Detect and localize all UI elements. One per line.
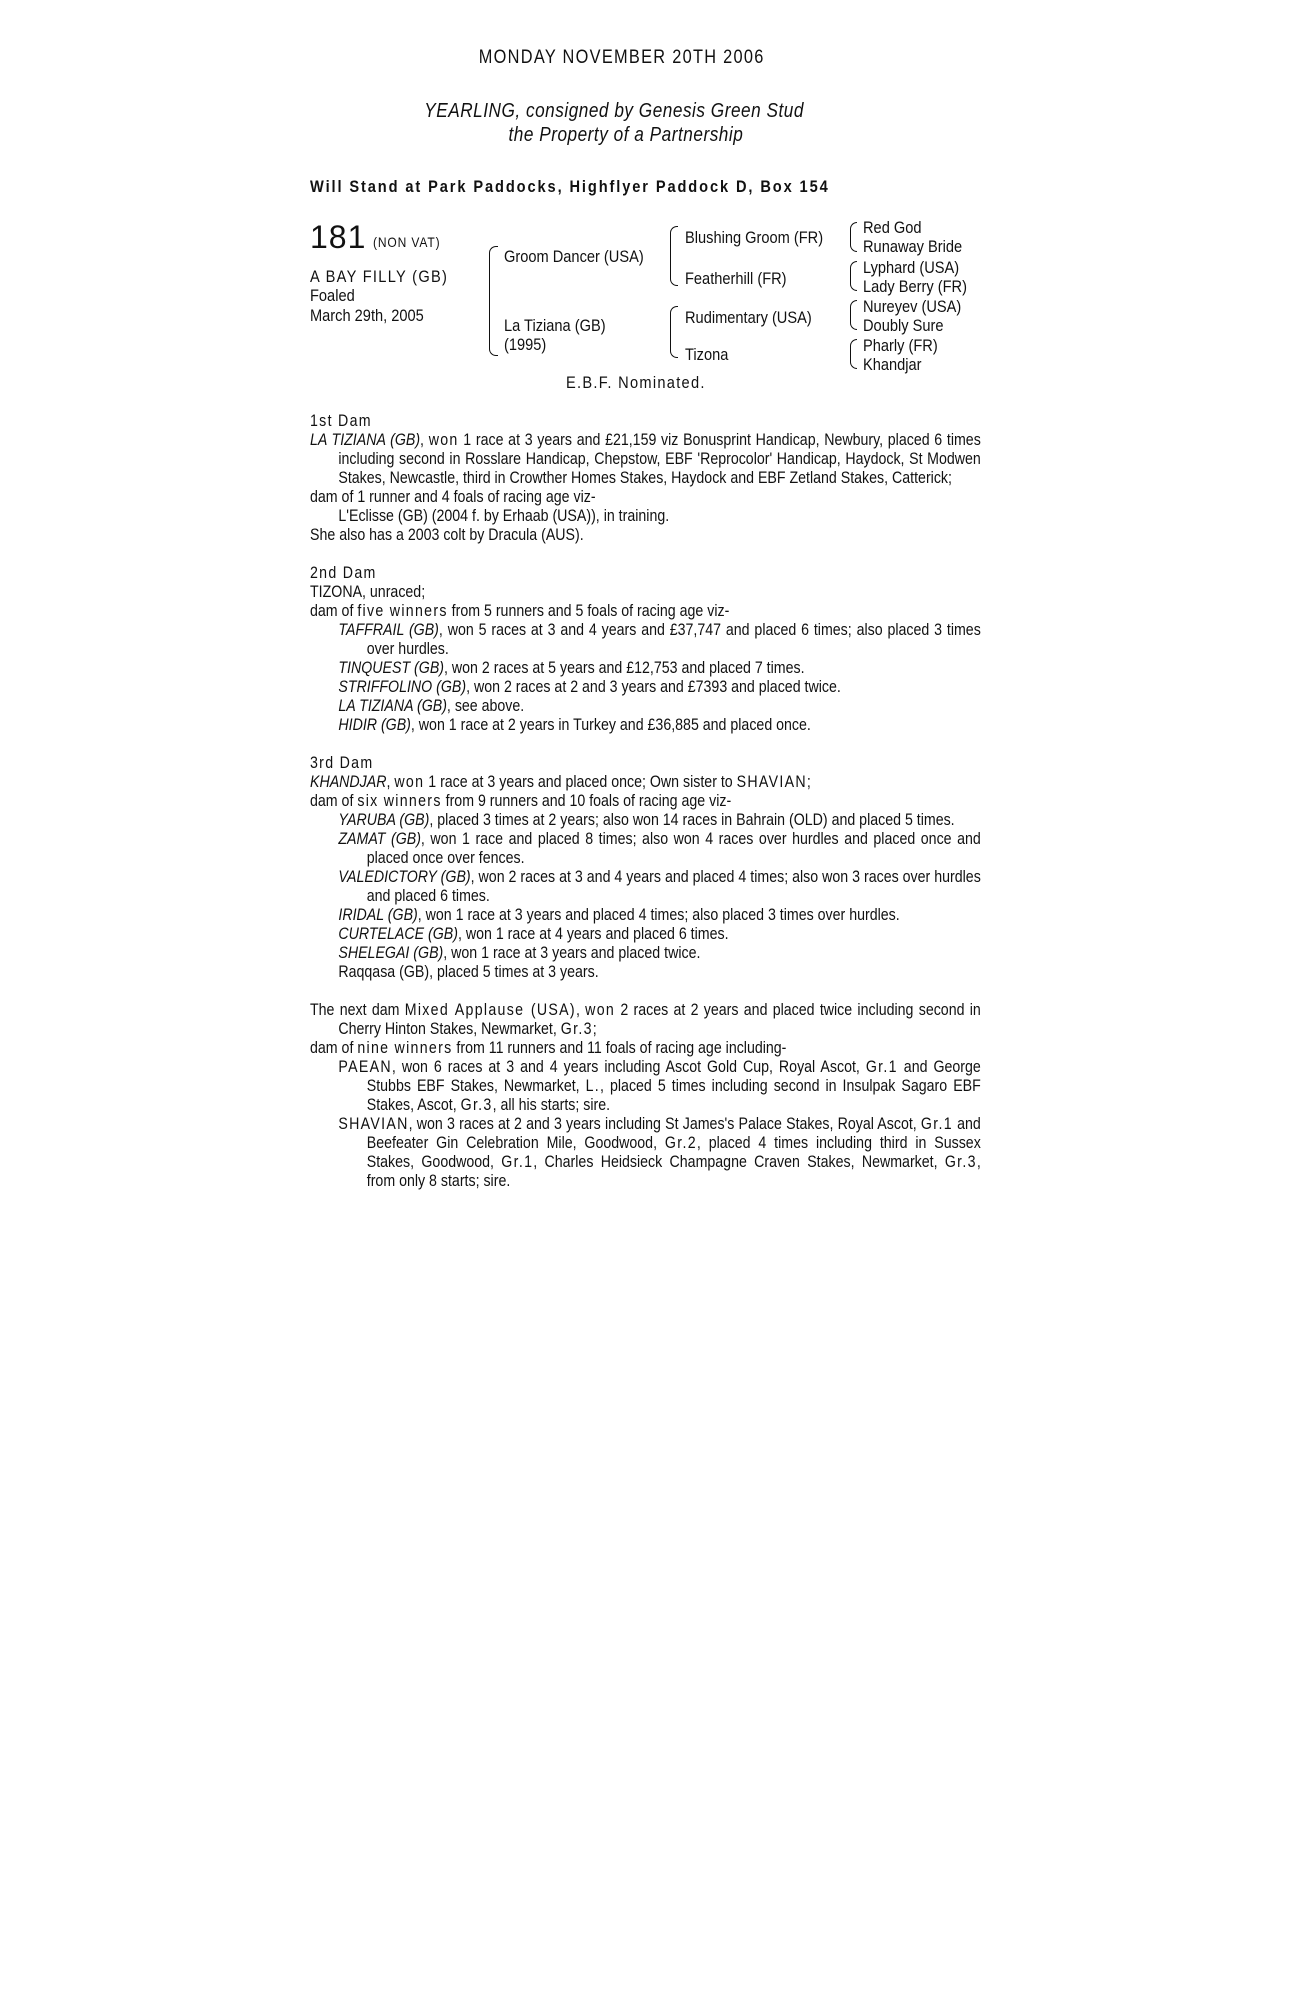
progeny-name: IRIDAL (GB) (338, 906, 418, 924)
next-dam-progeny-intro (310, 1039, 981, 1058)
progeny-record: , won 2 races at 3 and 4 years and placed 4 times; also won 3 races over hurdles and placed 6 times. (366, 868, 981, 905)
list-item (310, 678, 981, 697)
second-dam-progeny-list (310, 621, 981, 735)
list-item (310, 659, 981, 678)
progeny-name: TINQUEST (GB) (338, 659, 445, 677)
first-dam-record (310, 431, 981, 488)
progeny-record: , placed 3 times at 2 years; also won 14 races in Bahrain (OLD) and placed 5 times. (429, 811, 955, 829)
stand-location: Will Stand at Park Paddocks, Highflyer Paddock D, Box 154 (310, 177, 830, 196)
list-item (310, 944, 981, 963)
third-dam-won: won (394, 773, 425, 791)
first-dam-progeny-intro: dam of 1 runner and 4 foals of racing age viz- (310, 488, 596, 506)
next-dam-name: Mixed Applause (USA) (404, 1001, 576, 1019)
pedigree-g7: Pharly (FR) (863, 336, 938, 355)
next-dam-comma: , (575, 1001, 586, 1019)
progeny-record: , won 2 races at 2 and 3 years and £7393 and placed twice. (466, 678, 841, 696)
progeny-name: PAEAN (338, 1058, 392, 1076)
progeny-record: , placed 4 times including third in Sussex Stakes, Goodwood, (366, 1134, 981, 1171)
first-dam-name: LA TIZIANA (GB) (310, 431, 421, 449)
second-dam-heading: 2nd Dam (310, 564, 377, 582)
progeny-name: YARUBA (GB) (338, 811, 430, 829)
pedigree-brace-main (489, 246, 498, 356)
pedigree-g1: Red God (863, 218, 922, 237)
list-item (310, 830, 981, 868)
progeny-record: , won 6 races at 3 and 4 years including Ascot Gold Cup, Royal Ascot, (391, 1058, 866, 1076)
vat-status: (NON VAT) (373, 234, 441, 250)
progeny-name: TAFFRAIL (GB) (338, 621, 439, 639)
grade-label: Gr.1 (920, 1115, 953, 1133)
pedigree-sire-dam: Featherhill (FR) (685, 269, 787, 288)
grade-label: Gr.2 (664, 1134, 697, 1152)
pedigree-dam-sire: Rudimentary (USA) (685, 308, 812, 327)
progeny-record: , won 2 races at 5 years and £12,753 and placed 7 times. (444, 659, 805, 677)
pedigree-dam-year: (1995) (504, 335, 547, 354)
progeny-name: HIDIR (GB) (338, 716, 411, 734)
progeny-record: , won 3 races at 2 and 3 years including St James's Palace Stakes, Royal Ascot, (408, 1115, 921, 1133)
pedigree-g8: Khandjar (863, 355, 922, 374)
progeny-record: and George Stubbs EBF Stakes, Newmarket, (366, 1058, 981, 1095)
pedigree-g4: Lady Berry (FR) (863, 277, 967, 296)
progeny-record: , all his starts; sire. (492, 1096, 611, 1114)
pedigree-brace-g3 (850, 300, 857, 330)
grade-label: Gr.3 (944, 1153, 977, 1171)
progeny-record: , placed 5 times including second in Insulpak Sagaro EBF Stakes, Ascot, (366, 1077, 981, 1114)
third-dam-name: KHANDJAR (310, 773, 387, 791)
progeny-name: VALEDICTORY (GB) (338, 868, 471, 886)
ebf-nominated: E.B.F. Nominated. (566, 373, 706, 392)
sale-date: MONDAY NOVEMBER 20TH 2006 (478, 47, 765, 68)
third-dam-progeny-list (310, 811, 981, 982)
pedigree-g3: Lyphard (USA) (863, 258, 960, 277)
list-item (310, 906, 981, 925)
progeny-record: and Beefeater Gin Celebration Mile, Goodwood, (366, 1115, 981, 1152)
list-item (310, 697, 981, 716)
second-dam-runners: from 5 runners and 5 foals of racing age viz- (447, 602, 730, 620)
next-dam-record (310, 1001, 981, 1039)
pedigree-brace-g4 (850, 339, 857, 369)
lot-number: 181 (310, 219, 367, 255)
next-dam-won: won (585, 1001, 616, 1019)
pedigree-dam: La Tiziana (GB) (504, 316, 606, 335)
first-dam-heading: 1st Dam (310, 412, 372, 430)
second-dam-of: dam of (310, 602, 358, 620)
list-item (310, 716, 981, 735)
pedigree-brace-g1 (850, 222, 857, 252)
pedigree-sire-sire: Blushing Groom (FR) (685, 228, 824, 247)
progeny-name: SHAVIAN (338, 1115, 409, 1133)
pedigree-dam-dam: Tizona (685, 345, 729, 364)
lot-description: A BAY FILLY (GB) (310, 267, 449, 286)
third-dam-runners: from 9 runners and 10 foals of racing age viz- (441, 792, 732, 810)
third-dam-text: 1 race at 3 years and placed once; Own sister to (424, 773, 737, 791)
grade-label: L. (585, 1077, 601, 1095)
second-dam-name: TIZONA (310, 583, 363, 601)
progeny-record: , won 5 races at 3 and 4 years and £37,747 and placed 6 times; also placed 3 times over hurdles. (366, 621, 981, 658)
third-dam-progeny-intro (310, 792, 981, 811)
progeny-record: , won 1 race at 2 years in Turkey and £36,885 and placed once. (410, 716, 811, 734)
grade-label: Gr.1 (501, 1153, 534, 1171)
second-dam-winners: five winners (357, 602, 448, 620)
second-dam-record (310, 583, 981, 602)
foaled-date: March 29th, 2005 (310, 306, 424, 325)
first-dam-text: 1 race at 3 years and £21,159 viz Bonusprint Handicap, Newbury, placed 6 times including second in Rosslare Handicap, Chepstow, EBF 'Reprocolor' Handicap, Haydock, St Modwen Stakes, Newcastle, third in Crowther Homes Stakes, Haydock and EBF Zetland Stakes, Catterick; (338, 431, 981, 487)
next-dam-winners: nine winners (357, 1039, 453, 1057)
grade-label: Gr.1 (865, 1058, 898, 1076)
third-dam-of: dam of (310, 792, 358, 810)
pedigree-sire: Groom Dancer (USA) (504, 247, 644, 266)
list-item: Raqqasa (GB), placed 5 times at 3 years. (338, 963, 599, 981)
foaled-label: Foaled (310, 286, 355, 305)
progeny-name: CURTELACE (GB) (338, 925, 458, 943)
next-dam-text: 2 races at 2 years and placed twice including second in Cherry Hinton Stakes, Newmarket, (338, 1001, 981, 1038)
list-item (310, 925, 981, 944)
progeny-name: STRIFFOLINO (GB) (338, 678, 467, 696)
next-dam-end: ; (592, 1020, 597, 1038)
first-dam-won: won (428, 431, 459, 449)
progeny-record: , see above. (446, 697, 525, 715)
progeny-name: LA TIZIANA (GB) (338, 697, 447, 715)
list-item (310, 621, 981, 659)
first-dam-foal: L'Eclisse (GB) (2004 f. by Erhaab (USA)), in training. (338, 507, 670, 525)
progeny-record: , from only 8 starts; sire. (366, 1153, 981, 1190)
third-dam-sister-to: SHAVIAN (736, 773, 807, 791)
pedigree-g5: Nureyev (USA) (863, 297, 962, 316)
progeny-record: , won 1 race and placed 8 times; also won 4 races over hurdles and placed once and placed once over fences. (366, 830, 981, 867)
third-dam-winners: six winners (357, 792, 442, 810)
first-dam-also: She also has a 2003 colt by Dracula (AUS). (310, 526, 584, 544)
pedigree-g2: Runaway Bride (863, 237, 963, 256)
progeny-record: , won 1 race at 4 years and placed 6 times. (457, 925, 729, 943)
third-dam-heading: 3rd Dam (310, 754, 374, 772)
pedigree-brace-dam (670, 306, 678, 358)
pedigree-brace-sire (670, 226, 678, 286)
progeny-record: , Charles Heidsieck Champagne Craven Stakes, Newmarket, (533, 1153, 945, 1171)
list-item (310, 868, 981, 906)
next-dam-runners: from 11 runners and 11 foals of racing age including- (452, 1039, 787, 1057)
third-dam-record (310, 773, 981, 792)
next-dam-intro: The next dam (310, 1001, 405, 1019)
grade-label: Gr.3 (460, 1096, 493, 1114)
pedigree-g6: Doubly Sure (863, 316, 944, 335)
list-item (310, 1115, 981, 1191)
progeny-name: ZAMAT (GB) (338, 830, 421, 848)
next-dam-of: dam of (310, 1039, 358, 1057)
list-item (310, 811, 981, 830)
catalogue-body (310, 412, 981, 1191)
progeny-record: , won 1 race at 3 years and placed 4 times; also placed 3 times over hurdles. (417, 906, 900, 924)
second-dam-progeny-intro (310, 602, 981, 621)
consignor-line-2: the Property of a Partnership (508, 124, 744, 146)
next-dam-grade: Gr.3 (560, 1020, 593, 1038)
progeny-name: SHELEGAI (GB) (338, 944, 444, 962)
second-dam-status: , unraced; (362, 583, 426, 601)
third-dam-comma: , (386, 773, 395, 791)
third-dam-end: ; (806, 773, 811, 791)
consignor-line-1: YEARLING, consigned by Genesis Green Stud (424, 100, 804, 122)
pedigree-brace-g2 (850, 261, 857, 291)
first-dam-comma: , (420, 431, 429, 449)
progeny-record: , won 1 race at 3 years and placed twice. (443, 944, 701, 962)
list-item (310, 1058, 981, 1115)
